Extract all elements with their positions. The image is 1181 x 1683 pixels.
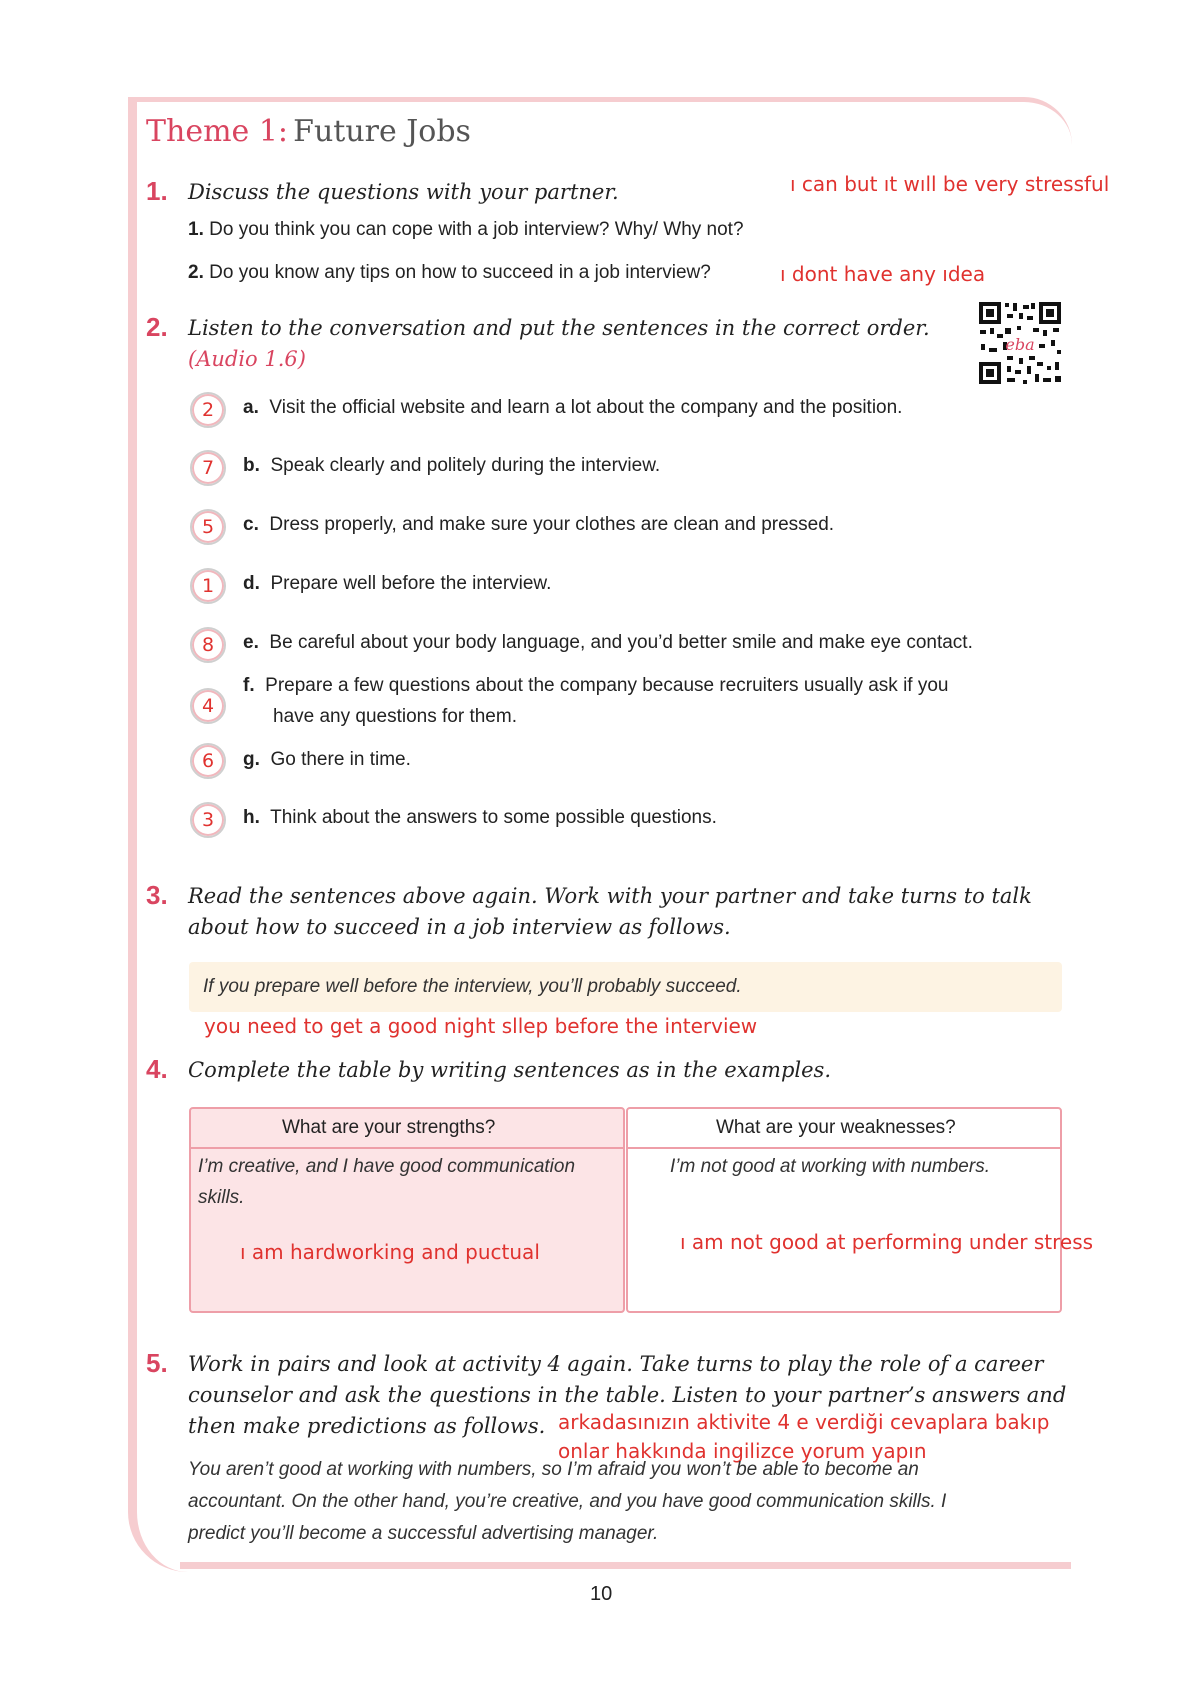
exercise-1-instruction: Discuss the questions with your partner. — [188, 180, 619, 204]
item-text: Prepare well before the interview. — [270, 573, 552, 594]
audio-reference: (Audio 1.6) — [188, 347, 306, 371]
exercise-3-instruction-line-2: about how to succeed in a job interview as follows. — [188, 915, 731, 939]
item-letter: d. — [243, 573, 260, 594]
answer-value: 2 — [201, 399, 215, 421]
order-item-g — [243, 749, 411, 771]
order-item-a — [243, 397, 902, 419]
answer-value: 6 — [201, 750, 215, 772]
exercise-5-instruction-line-2: counselor and ask the questions in the table. Listen to your partner’s answers and — [188, 1383, 1067, 1407]
item-number: 1. — [188, 219, 204, 240]
answer-circle-g — [190, 743, 226, 779]
answer-value: 7 — [201, 457, 215, 479]
answer-circle-h — [190, 802, 226, 838]
weaknesses-example: I’m not good at working with numbers. — [670, 1156, 990, 1177]
item-letter: e. — [243, 632, 259, 653]
exercise-2-instruction: Listen to the conversation and put the sentences in the correct order. — [188, 316, 930, 340]
weaknesses-handwritten-answer: ı am not good at performing under stress — [680, 1230, 1094, 1254]
qr-code-icon[interactable] — [977, 300, 1063, 386]
exercise-1-item-1 — [188, 219, 744, 241]
exercise-3-example-box — [189, 962, 1062, 1012]
order-item-f-line-2: have any questions for them. — [273, 706, 517, 727]
exercise-4-number: 4. — [146, 1054, 168, 1084]
exercise-3-instruction-line-1: Read the sentences above again. Work with your partner and take turns to talk — [188, 884, 1032, 908]
qr-label: eba — [1005, 335, 1035, 354]
answer-value: 3 — [201, 809, 215, 831]
exercise-5-number: 5. — [146, 1348, 168, 1378]
item-letter: a. — [243, 397, 259, 418]
order-item-d — [243, 573, 551, 595]
exercise-1-handwritten-answer: ı can but ıt wıll be very stressful — [790, 172, 1110, 196]
exercise-5-example-line-1: You aren’t good at working with numbers, so I’m afraid you won’t be able to become an — [188, 1459, 919, 1480]
theme-heading — [146, 114, 471, 149]
item-letter: b. — [243, 455, 260, 476]
answer-value: 8 — [201, 634, 215, 656]
item-letter: h. — [243, 807, 260, 828]
strengths-example-line-1: I’m creative, and I have good communication — [198, 1156, 576, 1177]
strengths-handwritten-answer: ı am hardworking and puctual — [240, 1240, 540, 1264]
item-text: Prepare a few questions about the company because recruiters usually ask if you — [265, 675, 949, 696]
answer-value: 1 — [201, 575, 215, 597]
answer-value: 4 — [201, 695, 215, 717]
weaknesses-header: What are your weaknesses? — [716, 1117, 956, 1138]
item-text: Do you think you can cope with a job interview? Why/ Why not? — [209, 219, 744, 240]
order-item-f — [243, 675, 949, 697]
item-text: Do you know any tips on how to succeed in a job interview? — [209, 262, 711, 283]
exercise-1-item-2 — [188, 262, 711, 284]
order-item-h — [243, 807, 717, 829]
order-item-c — [243, 514, 834, 536]
item-text: Be careful about your body language, and you’d better smile and make eye contact. — [269, 632, 973, 653]
strengths-header: What are your strengths? — [282, 1117, 496, 1138]
item-text: Dress properly, and make sure your clothes are clean and pressed. — [269, 514, 835, 535]
strengths-example-line-2: skills. — [198, 1187, 245, 1208]
exercise-3-handwritten-answer: you need to get a good night sllep before the interview — [204, 1014, 758, 1038]
theme-prefix: Theme 1: — [146, 114, 289, 149]
answer-circle-f — [190, 688, 226, 724]
page-frame-bottom — [180, 1562, 1071, 1569]
answer-circle-e — [190, 627, 226, 663]
exercise-4-instruction: Complete the table by writing sentences as in the examples. — [188, 1058, 832, 1082]
item-letter: g. — [243, 749, 260, 770]
item-text: Go there in time. — [270, 749, 411, 770]
exercise-1-number: 1. — [146, 176, 168, 206]
item-letter: c. — [243, 514, 259, 535]
order-item-e — [243, 632, 973, 654]
answer-circle-d — [190, 568, 226, 604]
exercise-5-instruction-line-1: Work in pairs and look at activity 4 again. Take turns to play the role of a career — [188, 1352, 1044, 1376]
exercise-1-handwritten-answer-2: ı dont have any ıdea — [780, 262, 986, 286]
exercise-2-number: 2. — [146, 312, 168, 342]
exercise-5-example-line-2: accountant. On the other hand, you’re creative, and you have good communication skills. I — [188, 1491, 947, 1512]
exercise-3-number: 3. — [146, 880, 168, 910]
exercise-5-handwritten-note-line-2: onlar hakkında ingilizce yorum yapın — [558, 1439, 927, 1463]
page-number: 10 — [590, 1583, 613, 1605]
exercise-5-instruction-line-3: then make predictions as follows. — [188, 1414, 546, 1438]
item-letter: f. — [243, 675, 255, 696]
answer-value: 5 — [201, 516, 215, 538]
order-item-b — [243, 455, 660, 477]
answer-circle-c — [190, 509, 226, 545]
exercise-3-example: If you prepare well before the interview, you’ll probably succeed. — [203, 976, 742, 997]
answer-circle-a — [190, 392, 226, 428]
exercise-5-handwritten-note-line-1: arkadasınızın aktivite 4 e verdiği cevaplara bakıp — [558, 1410, 1050, 1434]
exercise-5-example-line-3: predict you’ll become a successful advertising manager. — [188, 1523, 659, 1544]
theme-title: Future Jobs — [293, 114, 471, 149]
answer-circle-b — [190, 450, 226, 486]
item-text: Think about the answers to some possible questions. — [270, 807, 717, 828]
item-number: 2. — [188, 262, 204, 283]
item-text: Visit the official website and learn a lot about the company and the position. — [269, 397, 903, 418]
item-text: Speak clearly and politely during the interview. — [270, 455, 661, 476]
